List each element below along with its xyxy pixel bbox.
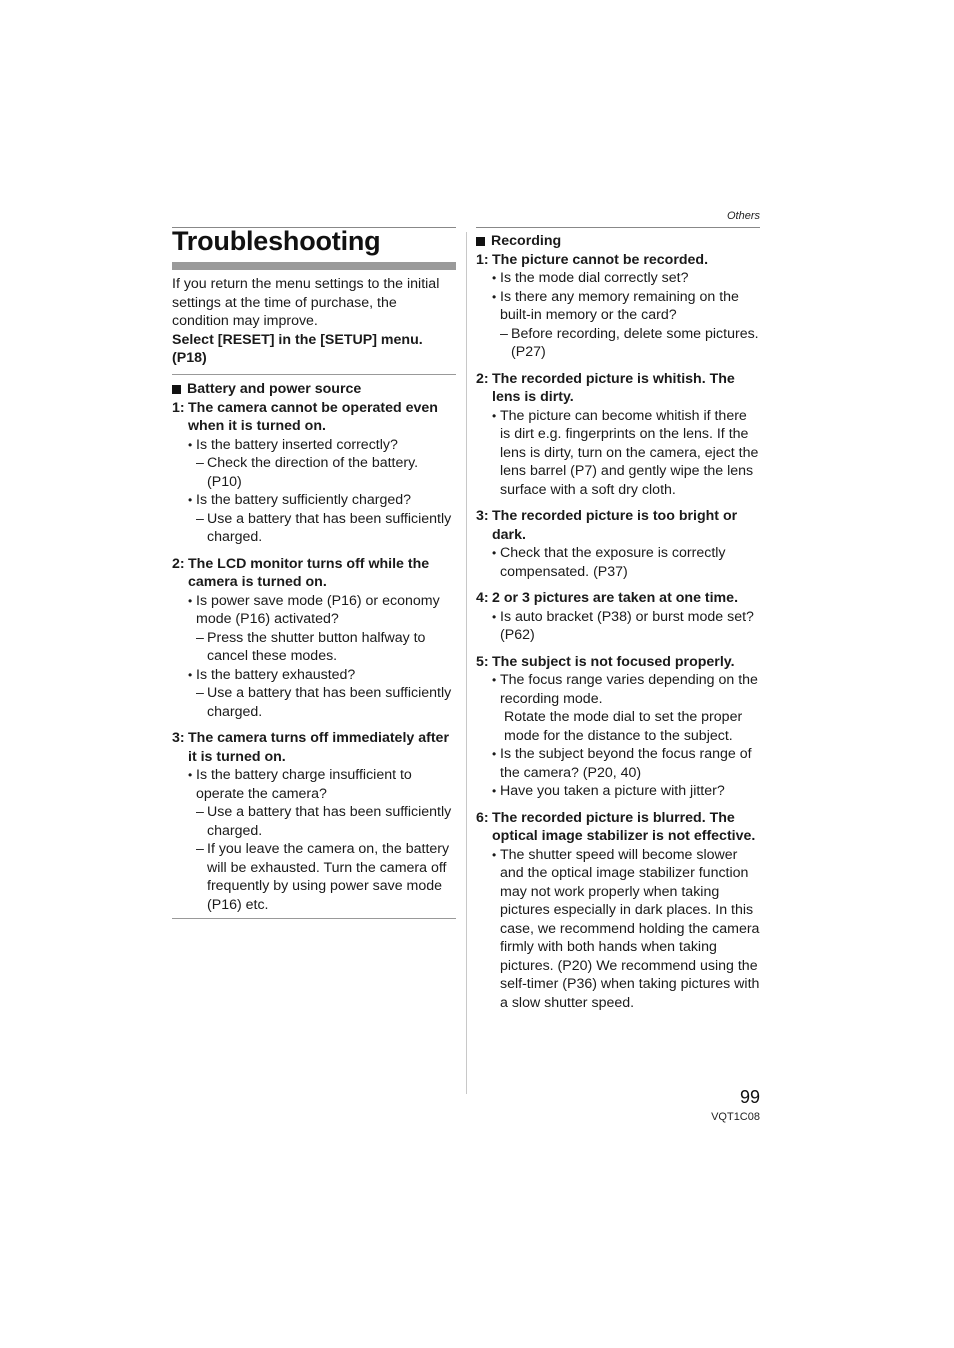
bullet-item	[476, 269, 760, 288]
bullet-text: The focus range varies depending on the recording mode.	[500, 672, 758, 707]
question-text: The recorded picture is whitish. The lens is dirty.	[492, 370, 735, 405]
bullet-item	[476, 846, 760, 1013]
question-number: 2:	[172, 555, 185, 572]
bullet-text: Check that the exposure is correctly compensated. (P37)	[500, 545, 726, 580]
question-item	[476, 507, 760, 544]
dash-icon: –	[500, 325, 508, 342]
dash-item	[172, 510, 456, 547]
bullet-dot-icon: •	[492, 408, 497, 423]
question-text: The recorded picture is blurred. The optical image stabilizer is not effective.	[492, 809, 756, 844]
left-section-heading: Battery and power source	[172, 380, 456, 399]
question-number: 3:	[172, 730, 185, 746]
bullet-item	[476, 782, 760, 801]
dash-icon: –	[196, 510, 204, 527]
question-text: The picture cannot be recorded.	[492, 251, 709, 268]
dash-item	[172, 684, 456, 721]
bullet-text: The shutter speed will become slower and the optical image stabilizer function may not work properly when taking pictures especially in dark places. In this case, we recommend holding the camera firmly with both hands when taking pictures. (P20) We recommend using the self-timer (P36) when taking pictures with a slow shutter speed.	[500, 846, 760, 1011]
bullet-item	[172, 766, 456, 803]
bullet-text: The picture can become whitish if there is dirt e.g. fingerprints on the lens. If the lens is dirty, turn on the camera, eject the lens barrel (P7) and gently wipe the lens surface with a soft dry cloth.	[500, 407, 759, 498]
dash-icon: –	[196, 629, 204, 646]
question-item	[476, 251, 760, 270]
bullet-item	[172, 592, 456, 629]
right-section-heading: Recording	[476, 232, 760, 251]
bullet-item	[476, 288, 760, 325]
bullet-text: Is auto bracket (P38) or burst mode set? (P62)	[500, 608, 754, 643]
bullet-dot-icon: •	[492, 673, 497, 687]
left-column	[172, 380, 456, 914]
bullet-dot-icon: •	[188, 437, 193, 452]
bullet-item	[476, 608, 760, 645]
bullet-dot-icon: •	[188, 768, 193, 782]
question-item	[172, 729, 456, 766]
bullet-text: Is the mode dial correctly set?	[500, 270, 689, 286]
bullet-dot-icon: •	[492, 784, 497, 798]
dash-item	[172, 803, 456, 840]
question-number: 5:	[476, 653, 489, 670]
question-number: 1:	[172, 399, 185, 416]
question-item	[476, 589, 760, 608]
question-number: 2:	[476, 370, 489, 387]
question-text: The LCD monitor turns off while the camera is turned on.	[188, 555, 430, 590]
bullet-dot-icon: •	[188, 667, 193, 682]
bullet-item	[476, 544, 760, 581]
dash-item	[476, 325, 760, 362]
question-number: 1:	[476, 251, 489, 268]
dash-item	[172, 454, 456, 491]
intro-text: If you return the menu settings to the initial settings at the time of purchase, the condition may improve.	[172, 276, 440, 329]
bullet-dot-icon: •	[492, 546, 497, 560]
bullet-dot-icon: •	[492, 289, 497, 304]
question-item	[172, 555, 456, 592]
dash-text: Before recording, delete some pictures. (P27)	[511, 325, 759, 360]
left-bottom-rule	[172, 918, 456, 919]
page-title: Troubleshooting	[172, 226, 381, 256]
bullet-item	[172, 436, 456, 455]
dash-icon: –	[196, 455, 204, 471]
dash-item	[172, 840, 456, 914]
question-item	[476, 809, 760, 846]
dash-icon: –	[196, 804, 204, 820]
bullet-text: Is there any memory remaining on the built-in memory or the card?	[500, 288, 739, 323]
bullet-dot-icon: •	[188, 593, 193, 608]
question-item	[476, 653, 760, 672]
question-text: The recorded picture is too bright or dark.	[492, 508, 738, 543]
bullet-item	[172, 666, 456, 685]
question-text: 2 or 3 pictures are taken at one time.	[492, 590, 739, 606]
bullet-dot-icon: •	[492, 747, 497, 761]
question-text: The camera turns off immediately after it is turned on.	[188, 730, 449, 765]
bullet-dot-icon: •	[492, 271, 497, 285]
dash-text: Use a battery that has been sufficiently charged.	[207, 685, 452, 720]
continuation-text: Rotate the mode dial to set the proper mode for the distance to the subject.	[504, 709, 743, 744]
page-number: 99	[739, 1087, 760, 1107]
question-number: 4:	[476, 590, 489, 606]
dash-text: If you leave the camera on, the battery will be exhausted. Turn the camera off frequently by using power save mode (P16) etc.	[207, 841, 450, 913]
question-number: 3:	[476, 508, 489, 524]
right-column	[476, 232, 760, 1012]
dash-item	[172, 629, 456, 666]
bullet-text: Is the battery inserted correctly?	[196, 436, 398, 453]
title-bar	[172, 262, 456, 270]
bullet-item	[476, 671, 760, 708]
section-tag: Others	[726, 210, 760, 222]
question-number: 6:	[476, 809, 489, 826]
bullet-dot-icon: •	[492, 847, 497, 862]
bullet-item	[476, 407, 760, 500]
bullet-item	[476, 745, 760, 782]
bullet-text: Is the battery exhausted?	[196, 666, 356, 683]
intro-rule	[172, 374, 456, 375]
bullet-text: Have you taken a picture with jitter?	[500, 783, 725, 799]
dash-icon: –	[196, 685, 204, 701]
question-text: The subject is not focused properly.	[492, 653, 735, 670]
dash-icon: –	[196, 841, 204, 857]
dash-text: Check the direction of the battery. (P10)	[207, 455, 419, 490]
question-item	[476, 370, 760, 407]
dash-text: Use a battery that has been sufficiently charged.	[207, 804, 452, 839]
intro-instruction: Select [RESET] in the [SETUP] menu. (P18)	[172, 331, 423, 366]
dash-text: Use a battery that has been sufficiently charged.	[207, 510, 452, 545]
left-items	[172, 399, 456, 915]
square-bullet-icon	[476, 237, 485, 246]
bullet-dot-icon: •	[492, 609, 497, 624]
document-code: VQT1C08	[711, 1111, 760, 1123]
square-bullet-icon	[172, 385, 181, 394]
dash-text: Press the shutter button halfway to cancel these modes.	[207, 629, 426, 664]
question-item	[172, 399, 456, 436]
bullet-dot-icon: •	[188, 493, 193, 507]
bullet-item	[172, 491, 456, 510]
column-divider	[466, 232, 467, 1094]
question-text: The camera cannot be operated even when it is turned on.	[188, 399, 438, 434]
bullet-text: Is the battery sufficiently charged?	[196, 492, 412, 508]
right-items	[476, 251, 760, 1013]
bullet-text: Is power save mode (P16) or economy mode (P16) activated?	[196, 592, 440, 627]
intro	[172, 275, 456, 368]
bullet-text: Is the battery charge insufficient to operate the camera?	[196, 767, 412, 802]
header-rule-right	[476, 227, 760, 228]
bullet-text: Is the subject beyond the focus range of the camera? (P20, 40)	[500, 746, 752, 781]
